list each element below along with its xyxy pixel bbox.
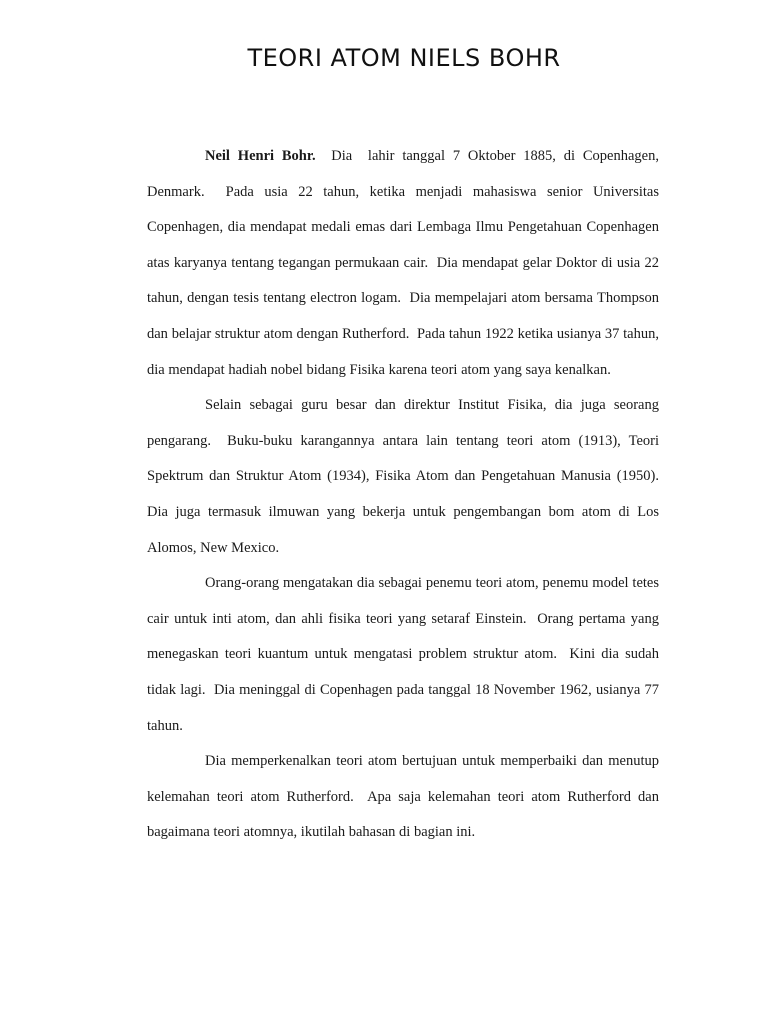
paragraph-text: Dia memperkenalkan teori atom bertujuan untuk memperbaiki dan menutup kelemahan teori atom Rutherford. Apa saja kelemahan teori atom Rutherford dan bagaimana teori atomnya, ikutilah bahasan di bagian ini.: [147, 753, 667, 841]
paragraph-4: [147, 744, 667, 851]
paragraph-3: [147, 566, 663, 744]
document-body: [147, 139, 667, 851]
paragraph-text: Selain sebagai guru besar dan direktur Institut Fisika, dia juga seorang pengarang. Buku-buku karangannya antara lain tentang teori atom (1913), Teori Spektrum dan Struktur Atom (1934), Fisika Atom dan Pengetahuan Manusia (1950). Dia juga termasuk ilmuwan yang bekerja untuk pengembangan bom atom di Los Alomos, New Mexico.: [147, 397, 667, 556]
paragraph-text: Orang-orang mengatakan dia sebagai penemu teori atom, penemu model tetes cair untuk inti atom, dan ahli fisika teori yang setaraf Einstein. Orang pertama yang menegaskan teori kuantum untuk mengatasi problem struktur atom. Kini dia sudah tidak lagi. Dia meninggal di Copenhagen pada tanggal 18 November 1962, usianya 77 tahun.: [147, 575, 663, 734]
paragraph-text: Dia lahir tanggal 7 Oktober 1885, di Copenhagen, Denmark. Pada usia 22 tahun, ketika menjadi mahasiswa senior Universitas Copenhagen, dia mendapat medali emas dari Lembaga Ilmu Pengetahuan Copenhagen atas karyanya tentang tegangan permukaan cair. Dia mendapat gelar Doktor di usia 22 tahun, dengan tesis tentang electron logam. Dia mempelajari atom bersama Thompson dan belajar struktur atom dengan Rutherford. Pada tahun 1922 ketika usianya 37 tahun, dia mendapat hadiah nobel bidang Fisika karena teori atom yang saya kenalkan.: [147, 148, 663, 378]
paragraph-2: [147, 388, 667, 566]
paragraph-lead: Neil Henri Bohr.: [205, 148, 316, 164]
document-title: TEORI ATOM NIELS BOHR: [247, 44, 561, 72]
paragraph-1: [147, 139, 663, 388]
